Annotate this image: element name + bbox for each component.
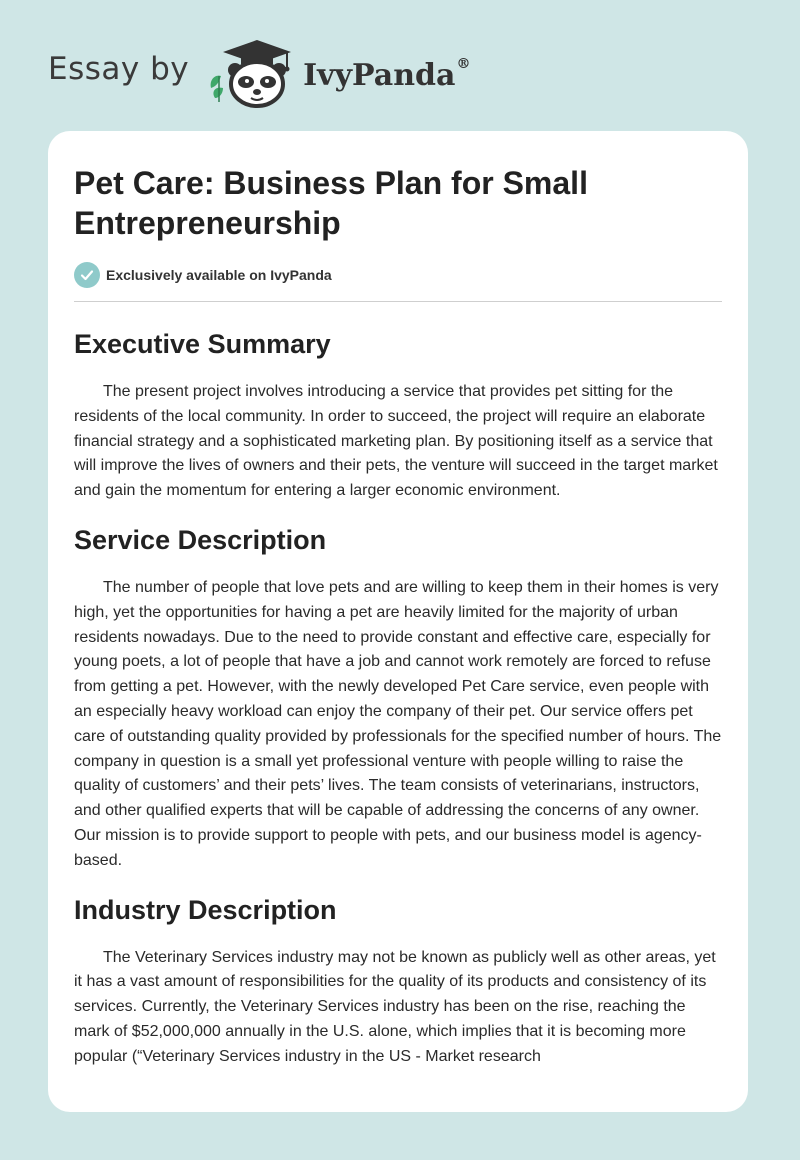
check-icon [74,262,100,288]
section-heading: Industry Description [74,894,337,925]
exclusive-badge [74,261,722,289]
section-service-description [74,524,722,874]
divider [74,301,722,302]
section-paragraph: The Veterinary Services industry may not be known as publicly well as other areas, yet it has a vast amount of responsibilities for the quality of its products and consistency of its services. Currently, the Veterinary Services industry has been on the rise, reaching the mark of $52,000,000 annually in the U.S. alone, which implies that it is becoming more popular (“Veterinary Services industry in the US - Market research [74,948,716,1065]
badge-label: Exclusively available on IvyPanda [106,267,332,283]
section-heading: Service Description [74,524,327,555]
brand-name[interactable]: IvyPanda® [303,55,471,93]
essay-by-label: Essay by [48,51,190,87]
section-heading: Executive Summary [74,329,331,359]
registered-mark: ® [456,55,471,72]
site-header [48,36,470,108]
section-paragraph: The number of people that love pets and are willing to keep them in their homes is very high, yet the opportunities for having a pet are heavily limited for the majority of urban residents nowadays. Due to the need to provide constant and effective care, especially for young poets, a lot of people that have a job and cannot work remotely are forced to refuse from getting a pet. However, with the newly developed Pet Care service, even people with an especially heavy workload can enjoy the company of their pet. Our service offers pet care of outstanding quality provided by professionals for the specified number of hours. The company in question is a small yet professional venture with people willing to raise the quality of customers’ and their pets’ lives. The team consists of veterinarians, instructors, and other qualified experts that will be capable of addressing the concerns of any owner. Our mission is to provide support to people with pets, and our business model is agency-based. [74,578,722,869]
section-executive-summary [74,328,722,504]
section-paragraph: The present project involves introducing a service that provides pet sitting for the residents of the local community. In order to succeed, the project will require an elaborate financial strategy and a sophisticated marketing plan. By positioning itself as a service that will improve the lives of owners and their pets, the venture will succeed in the target market and gain the momentum for entering a larger economic environment. [74,383,718,500]
article-card [48,131,748,1112]
panda-logo-icon[interactable] [205,36,297,108]
section-industry-description [74,894,722,1070]
article-title: Pet Care: Business Plan for Small Entrepreneurship [74,165,588,241]
